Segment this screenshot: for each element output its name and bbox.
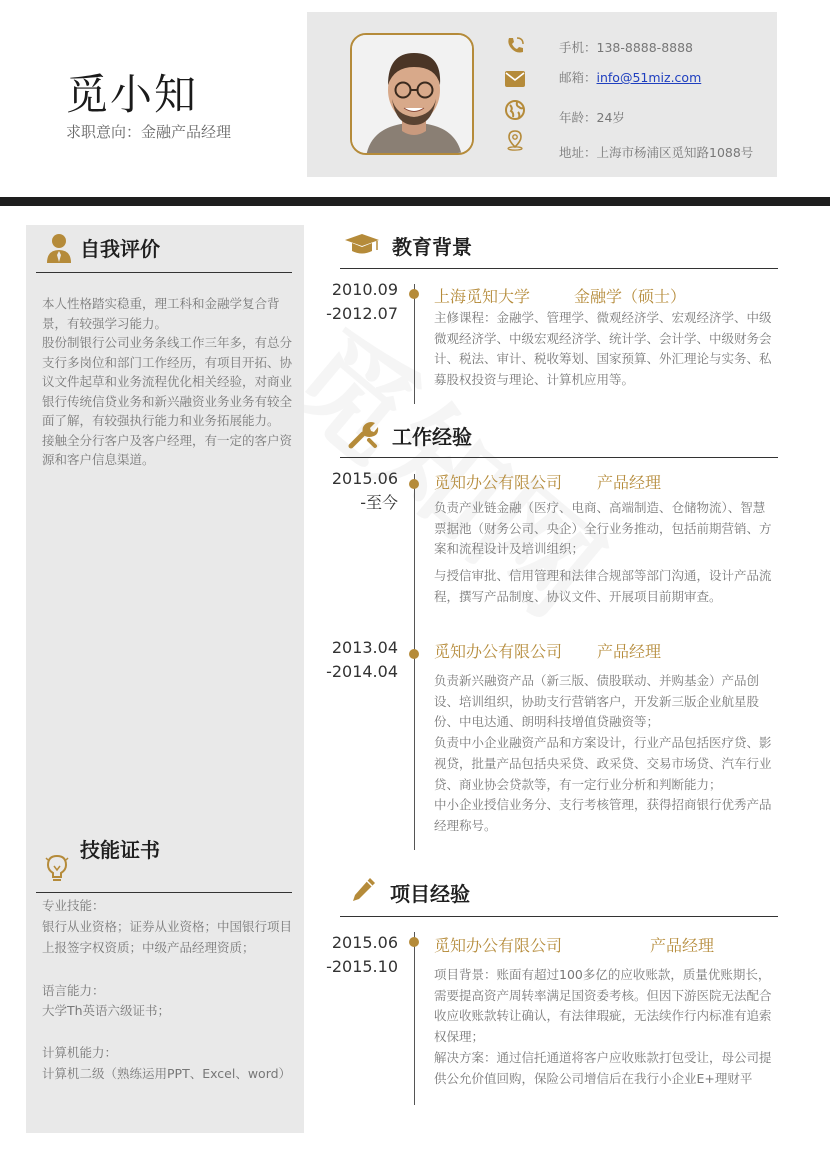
divider — [340, 916, 778, 917]
skill-text: 银行从业资格；证券从业资格；中国银行项目上报签字权资质；中级产品经理资质； — [42, 918, 293, 955]
job-paragraph: 负责产业链金融（医疗、电商、高端制造、仓储物流）、智慧票据池（财务公司、央企）全行业务推动，包括前期营销、方案和流程设计及培训组织； — [434, 500, 772, 557]
timeline-dot — [409, 649, 419, 659]
profile-photo — [350, 33, 474, 155]
job-paragraph: 与授信审批、信用管理和法律合规部等部门沟通，设计产品流程，撰写产品制度、协议文件、开展项目前期审查。 — [434, 568, 772, 604]
email-row — [559, 68, 701, 86]
project-role: 产品经理 — [650, 936, 715, 955]
timeline-line — [414, 932, 415, 1105]
job-description — [434, 498, 776, 608]
self-eval-text — [42, 294, 300, 470]
wrench-icon — [347, 418, 379, 450]
timeline-line — [414, 284, 415, 404]
skill-label: 语言能力： — [42, 982, 105, 998]
self-eval-paragraph: 接触全分行客户及客户经理，有一定的客户资源和客户信息渠道。 — [42, 432, 293, 467]
timeline-dot — [409, 479, 419, 489]
divider — [340, 457, 778, 458]
timeline-line — [414, 474, 415, 850]
address-text: 地址：上海市杨浦区觅知路1088号 — [559, 145, 754, 160]
date-start: 2013.04 — [331, 638, 398, 657]
project-paragraph: 项目背景：账面有超过100多亿的应收账款，质量优账期长，需要提高资产周转率满足国资委考核。但因下游医院无法配合收应收账款转让确认，有法律瑕疵，无法续作行内标准有追索权保理； — [434, 967, 772, 1045]
graduation-cap-icon — [344, 232, 380, 256]
work-title: 工作经验 — [392, 425, 472, 449]
project-description — [434, 965, 776, 1089]
edu-date — [308, 278, 398, 326]
job-role: 产品经理 — [597, 642, 662, 661]
skill-text: 大学Th英语六级证书； — [42, 1003, 171, 1018]
school-name: 上海觅知大学 — [434, 287, 531, 306]
skills-title: 技能证书 — [80, 838, 160, 862]
job-role: 产品经理 — [597, 473, 662, 492]
date-end: -2014.04 — [326, 662, 398, 681]
job-paragraph: 负责新兴融资产品（新三版、债股联动、并购基金）产品创设、培训组织，协助支行营销客户，开发新三版企业航星股份、中电达通、朗明科技增值贷融资等； — [434, 673, 760, 730]
job-intent: 求职意向：金融产品经理 — [66, 123, 232, 141]
email-label: 邮箱： — [559, 70, 597, 85]
timeline-dot — [409, 289, 419, 299]
date-start: 2015.06 — [331, 933, 398, 952]
date-start: 2015.06 — [331, 469, 398, 488]
pencil-icon — [350, 876, 376, 904]
date-end: -至今 — [360, 493, 398, 512]
skill-text: 计算机二级（熟练运用PPT、Excel、word） — [42, 1065, 292, 1081]
date-end: -2015.10 — [326, 957, 398, 976]
self-eval-paragraph: 股份制银行公司业务条线工作三年多，有总分支行多岗位和部门工作经历，有项目开拓、协议文件起草和业务流程优化相关经验，对商业银行传统信贷业务和新兴融资业务业务有较全面了解，有较强执行能力和业务拓展能力。 — [42, 335, 293, 428]
date-start: 2010.09 — [331, 280, 398, 299]
globe-icon — [504, 99, 526, 121]
courses-text: 主修课程：金融学、管理学、微观经济学、宏观经济学、中级微观经济学、中级宏观经济学、统计学、会计学、中级财务会计、税法、审计、税收筹划、国家预算、外汇理论与实务、私募股权投资与理论、计算机应用等。 — [434, 310, 772, 388]
date-end: -2012.07 — [326, 304, 398, 323]
education-title: 教育背景 — [392, 235, 472, 259]
company-name: 觅知办公有限公司 — [434, 642, 563, 661]
skills-list — [42, 896, 304, 1084]
company-name: 觅知办公有限公司 — [434, 936, 563, 955]
timeline-dot — [409, 937, 419, 947]
job-paragraph: 负责中小企业融资产品和方案设计，行业产品包括医疗贷、影视贷，批量产品包括央采贷、政采贷、交易市场贷、汽车行业贷、商业协会贷款等，有一定行业分析和判断能力； — [434, 735, 772, 792]
project-title: 项目经验 — [390, 882, 470, 906]
skill-label: 计算机能力： — [42, 1045, 118, 1060]
job-paragraph: 中小企业授信业务分、支行考核管理，获得招商银行优秀产品经理称号。 — [434, 797, 772, 833]
skill-label: 专业技能： — [42, 898, 105, 913]
phone-icon — [504, 35, 526, 57]
divider — [36, 892, 292, 893]
company-name: 觅知办公有限公司 — [434, 473, 563, 492]
degree: 金融学（硕士） — [574, 287, 687, 306]
self-eval-title: 自我评价 — [80, 237, 160, 261]
applicant-name: 觅小知 — [66, 70, 199, 119]
project-date — [308, 931, 398, 979]
location-pin-icon — [504, 129, 526, 151]
project-paragraph: 解决方案：通过信托通道将客户应收账款打包受让，母公司提供公允价值回购，保险公司增信后在我行小企业E+理财平 — [434, 1049, 772, 1086]
mail-icon — [504, 68, 526, 90]
user-icon — [45, 232, 73, 264]
header-divider-bar — [0, 197, 830, 206]
divider — [36, 272, 292, 273]
email-link[interactable]: info@51miz.com — [596, 70, 702, 85]
job-date — [308, 636, 398, 684]
lightbulb-icon — [44, 852, 70, 884]
self-eval-paragraph: 本人性格踏实稳重，理工科和金融学复合背景，有较强学习能力。 — [42, 296, 280, 331]
phone-text: 手机：138-8888-8888 — [559, 40, 694, 55]
job-description — [434, 671, 776, 837]
age-text: 年龄：24岁 — [559, 110, 625, 125]
job-date — [308, 467, 398, 515]
divider — [340, 268, 778, 269]
